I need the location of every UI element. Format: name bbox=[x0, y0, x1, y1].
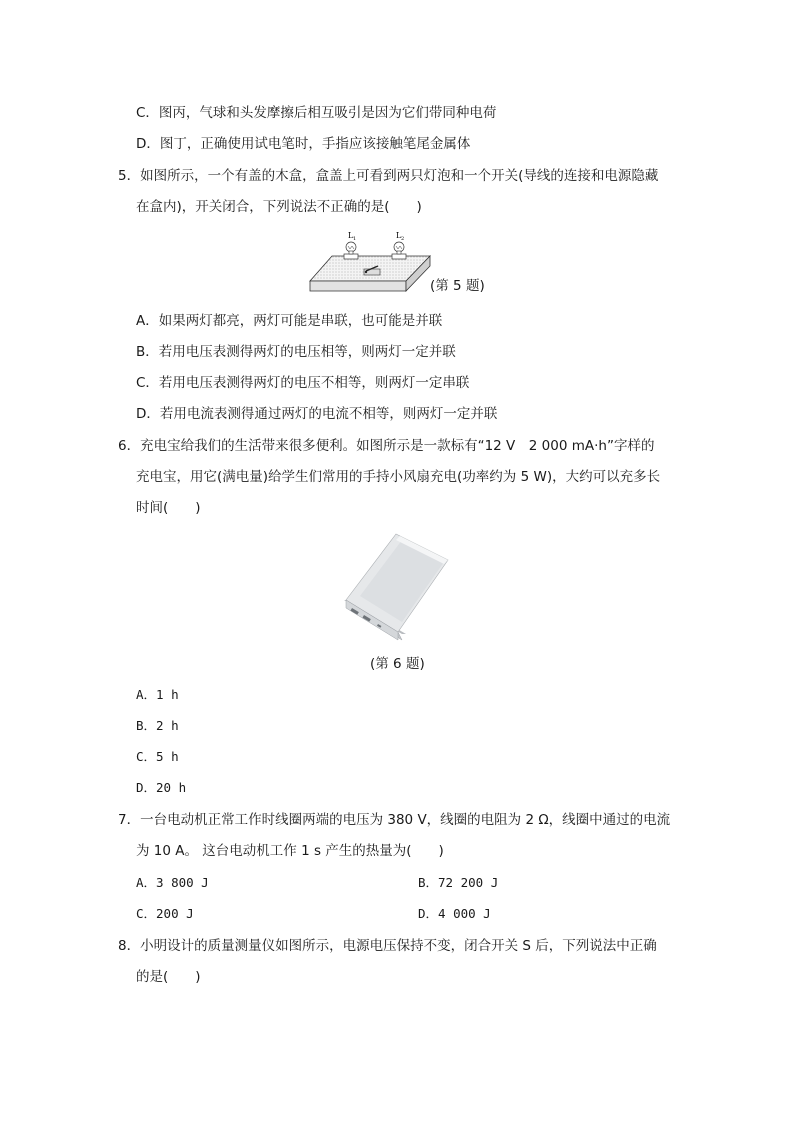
q5-figure-caption: (第 5 题) bbox=[430, 278, 485, 294]
q7-stem-line2: 为 10 A。 这台电动机工作 1 s 产生的热量为( ) bbox=[136, 843, 444, 859]
lamp-l2-subscript: 2 bbox=[401, 236, 405, 242]
q4-option-c: C．图丙，气球和头发摩擦后相互吸引是因为它们带同种电荷 bbox=[136, 105, 497, 121]
power-bank-figure bbox=[340, 530, 452, 642]
q5-option-d: D．若用电流表测得通过两灯的电流不相等，则两灯一定并联 bbox=[136, 406, 498, 422]
q5-option-b: B．若用电压表测得两灯的电压相等，则两灯一定并联 bbox=[136, 344, 456, 360]
lamp-l1-label: L bbox=[348, 231, 354, 240]
q5-option-a: A．如果两灯都亮，两灯可能是串联，也可能是并联 bbox=[136, 313, 443, 329]
q5-wooden-box-figure bbox=[308, 226, 434, 296]
q6-option-c: C．5 h bbox=[136, 749, 179, 764]
q6-option-d: D．20 h bbox=[136, 780, 187, 795]
q6-stem-line3: 时间( ) bbox=[136, 500, 201, 516]
lamp-l1-icon bbox=[344, 242, 358, 259]
q7-option-a: A．3 800 J bbox=[136, 875, 209, 890]
q7-stem-line1: 7．一台电动机正常工作时线圈两端的电压为 380 V，线圈的电阻为 2 Ω，线圈中通过的电流 bbox=[118, 812, 671, 828]
q6-option-a: A．1 h bbox=[136, 687, 179, 702]
q6-stem-line1: 6．充电宝给我们的生活带来很多便利。如图所示是一款标有“12 V 2 000 mA·h”字样的 bbox=[118, 438, 655, 454]
lamp-l1-subscript: 1 bbox=[353, 236, 357, 242]
q5-option-c: C．若用电压表测得两灯的电压不相等，则两灯一定串联 bbox=[136, 375, 470, 391]
q7-option-d: D．4 000 J bbox=[418, 906, 491, 921]
lamp-l2-icon bbox=[392, 242, 406, 259]
lamp-l2-label: L bbox=[396, 231, 402, 240]
q5-stem-line2: 在盒内)，开关闭合，下列说法不正确的是( ) bbox=[136, 199, 422, 215]
q8-stem-line1: 8．小明设计的质量测量仪如图所示，电源电压保持不变，闭合开关 S 后，下列说法中正确 bbox=[118, 938, 657, 954]
q4-option-d: D．图丁，正确使用试电笔时，手指应该接触笔尾金属体 bbox=[136, 136, 471, 152]
q6-stem-line2: 充电宝，用它(满电量)给学生们常用的手持小风扇充电(功率约为 5 W)，大约可以充多长 bbox=[136, 469, 661, 485]
q6-figure-caption: (第 6 题) bbox=[370, 656, 425, 672]
q8-stem-line2: 的是( ) bbox=[136, 969, 201, 985]
q5-stem-line1: 5．如图所示，一个有盖的木盒，盒盖上可看到两只灯泡和一个开关(导线的连接和电源隐藏 bbox=[118, 168, 659, 184]
q7-option-c: C．200 J bbox=[136, 906, 194, 921]
q7-option-b: B．72 200 J bbox=[418, 875, 499, 890]
q6-option-b: B．2 h bbox=[136, 718, 179, 733]
